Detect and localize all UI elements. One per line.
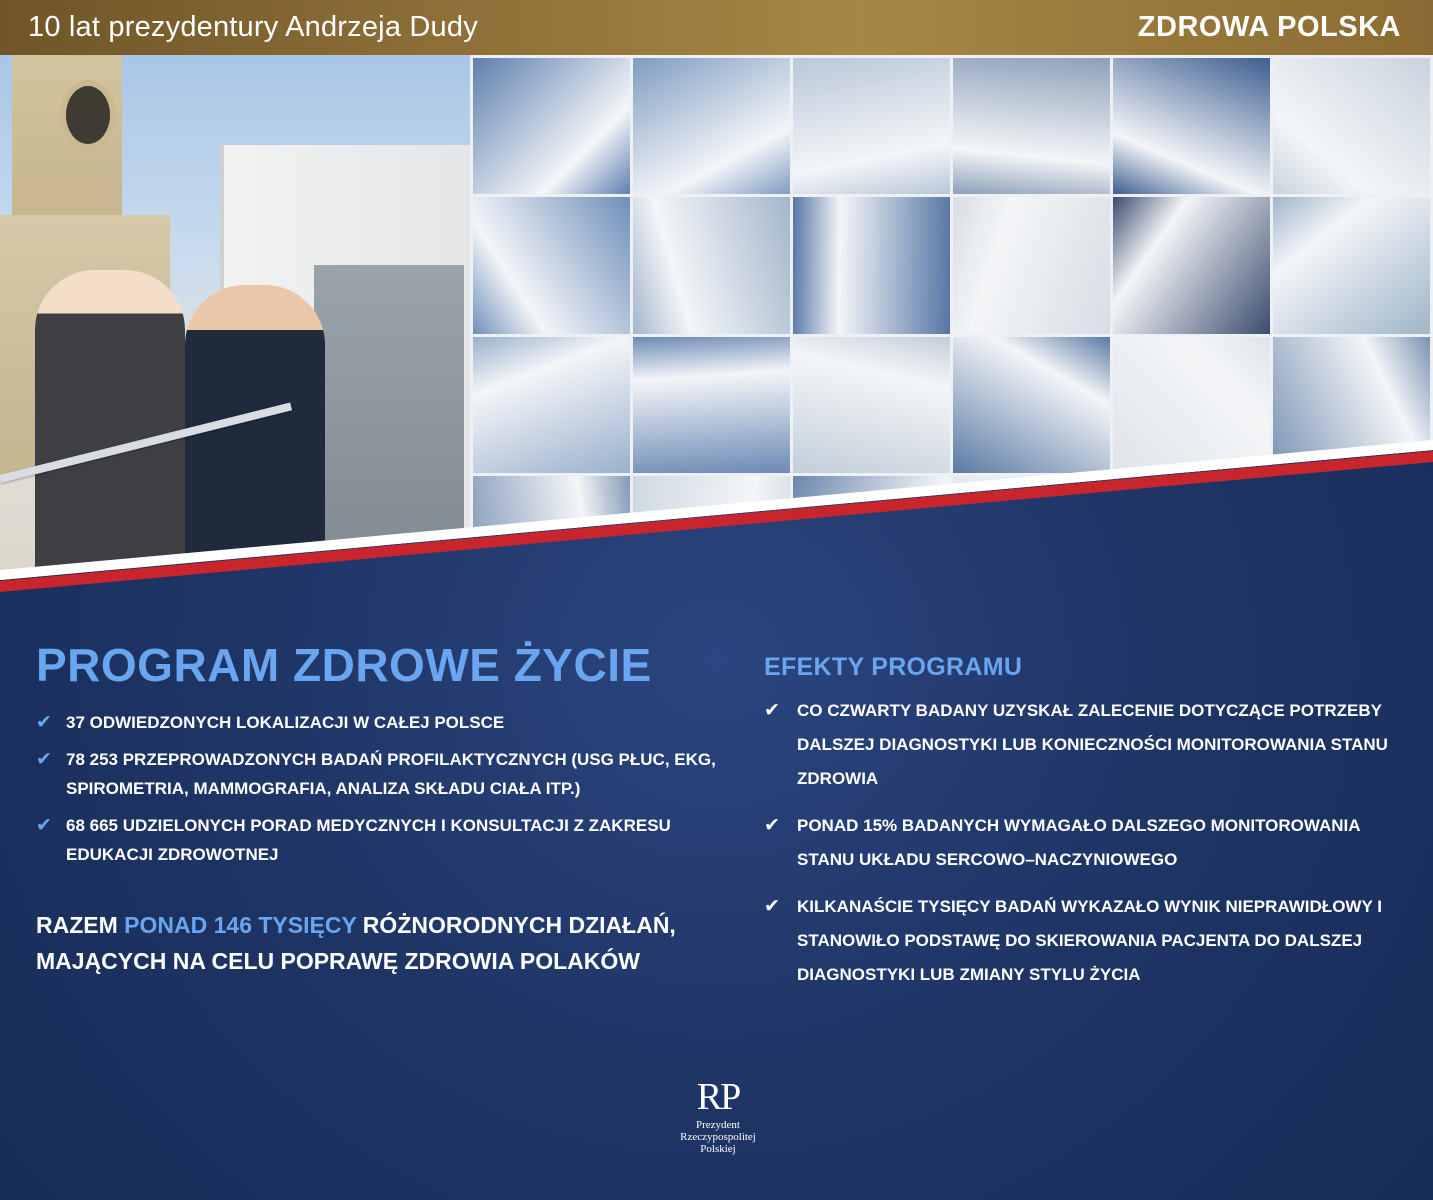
collage-photo [633,58,790,194]
list-item [36,708,756,737]
collage-photo [793,337,950,473]
collage-photo [953,58,1110,194]
list-item-text: 37 ODWIEDZONYCH LOKALIZACJI W CAŁEJ POLSCE [66,713,505,732]
collage-photo [473,197,630,333]
check-icon: ✔ [764,896,780,917]
collage-photo [953,337,1110,473]
check-icon: ✔ [36,712,52,733]
effect-text: PONAD 15% BADANYCH WYMAGAŁO DALSZEGO MONITOROWANIA STANU UKŁADU SERCOWO–NACZYNIOWEGO [797,816,1360,869]
effects-section [764,653,1414,1005]
list-item [36,745,756,803]
check-icon: ✔ [764,815,780,836]
list-item [36,811,756,869]
program-section [36,638,756,979]
effect-item [764,809,1414,877]
check-icon: ✔ [36,749,52,770]
list-item-text: 68 665 UDZIELONYCH PORAD MEDYCZNYCH I KONSULTACJI Z ZAKRESU EDUKACJI ZDROWOTNEJ [66,816,671,864]
rp-monogram: RP [696,1076,740,1118]
effect-text: KILKANAŚCIE TYSIĘCY BADAŃ WYKAZAŁO WYNIK NIEPRAWIDŁOWY I STANOWIŁO PODSTAWĘ DO SKIEROWANIA PACJENTA DO DALSZEJ DIAGNOSTYKI LUB ZMIANY STYLU ŻYCIA [797,897,1382,984]
summary-end: RÓŻNORODNYCH DZIAŁAŃ, MAJĄCYCH NA CELU POPRAWĘ ZDROWIA POLAKÓW [36,912,676,974]
collage-photo [633,337,790,473]
check-icon: ✔ [36,815,52,836]
program-title: PROGRAM ZDROWE ŻYCIE [36,639,652,691]
collage-photo [793,58,950,194]
collage-photo [1273,197,1430,333]
collage-photo [1113,476,1270,612]
logo-line: Rzeczypospolitej [680,1131,756,1143]
collage-photo [473,58,630,194]
program-summary [36,907,756,979]
photo-banner [0,55,1433,615]
photo-president-couple [0,55,470,615]
effect-item [764,694,1414,796]
person-president [185,285,325,585]
tower-window [60,80,116,150]
check-icon: ✔ [764,700,780,721]
logo-line: Prezydent [696,1119,740,1131]
program-list [36,708,756,869]
collage-photo [1113,197,1270,333]
effect-text: CO CZWARTY BADANY UZYSKAŁ ZALECENIE DOTYCZĄCE POTRZEBY DALSZEJ DIAGNOSTYKI LUB KONIECZNOŚCI MONITOROWANIA STANU ZDROWIA [797,701,1388,788]
collage-photo [953,197,1110,333]
rp-logo [666,1075,770,1155]
header-bar [0,0,1433,55]
trailer-door [314,265,464,615]
effects-title: EFEKTY PROGRAMU [764,653,1023,681]
summary-highlight: PONAD 146 TYSIĘCY [124,912,357,938]
collage-photo [1113,58,1270,194]
header-tag: ZDROWA POLSKA [1137,11,1401,43]
collage-photo [1273,476,1430,612]
collage-photo [633,476,790,612]
collage-photo [793,197,950,333]
summary-start: RAZEM [36,912,125,938]
effect-item [764,890,1414,992]
collage-photo [633,197,790,333]
logo-line: Polskiej [700,1143,736,1155]
collage-photo [1113,337,1270,473]
collage-photo [1273,58,1430,194]
person-first-lady [35,270,185,580]
collage-photo [473,337,630,473]
list-item-text: 78 253 PRZEPROWADZONYCH BADAŃ PROFILAKTYCZNYCH (USG PŁUC, EKG, SPIROMETRIA, MAMMOGRAFIA, ANALIZA SKŁADU CIAŁA ITP.) [66,750,716,798]
header-title: 10 lat prezydentury Andrzeja Dudy [28,11,478,43]
